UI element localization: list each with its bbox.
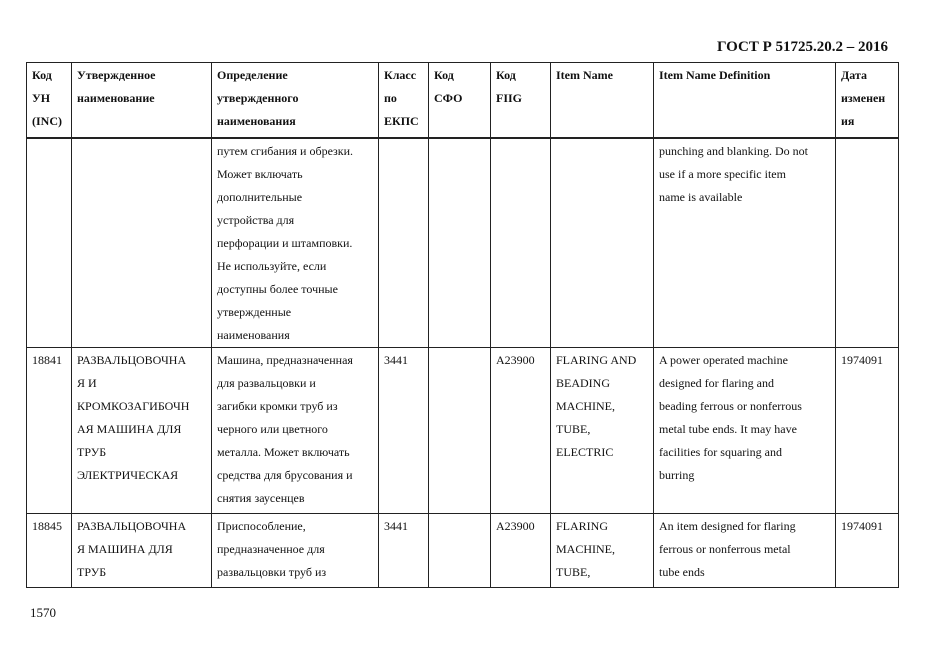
cell-line: Я И (77, 376, 97, 390)
cell-line: Утвержденное (77, 68, 156, 82)
cell-definition (212, 348, 379, 514)
cell-inc (27, 138, 72, 348)
cell-approved-name (72, 514, 212, 588)
cell-line: ЭЛЕКТРИЧЕСКАЯ (77, 468, 179, 482)
cell-sfo (429, 514, 491, 588)
cell-line: beading ferrous or nonferrous (659, 399, 802, 413)
cell-line: TUBE, (556, 422, 591, 436)
cell-definition (212, 138, 379, 348)
cell-line: Определение (217, 68, 288, 82)
header-fiig (491, 63, 551, 138)
cell-date (836, 138, 899, 348)
cell-item-definition (654, 348, 836, 514)
table-row (27, 514, 899, 588)
document-title: ГОСТ Р 51725.20.2 – 2016 (716, 39, 888, 55)
cell-line: путем сгибания и обрезки. (217, 143, 354, 158)
cell-fiig (491, 514, 551, 588)
cell-line: устройства для (217, 212, 295, 227)
cell-line: 18845 (32, 519, 62, 533)
cell-line: перфорации и штамповки. (217, 235, 353, 250)
cell-line: предназначенное для (217, 542, 325, 556)
cell-line: ия (841, 114, 855, 128)
cell-line: name is available (659, 189, 743, 204)
cell-line: ferrous or nonferrous metal (659, 542, 791, 556)
cell-line: A power operated machine (659, 353, 788, 367)
cell-sfo (429, 348, 491, 514)
cell-line: утвержденного (217, 91, 299, 105)
cell-line: punching and blanking. Do not (659, 143, 808, 158)
cell-line: burring (659, 468, 695, 482)
cell-line: для развальцовки и (217, 376, 316, 390)
cell-definition (212, 514, 379, 588)
cell-line: загибки кромки труб из (217, 399, 338, 413)
cell-item-name (551, 348, 654, 514)
cell-line: Код (496, 68, 516, 82)
cell-line: УН (32, 91, 51, 105)
cell-approved-name (72, 138, 212, 348)
cell-line: (INC) (32, 114, 62, 128)
cell-line: FIIG (496, 91, 523, 105)
cell-line: средства для брусования и (217, 468, 353, 482)
table-row (27, 348, 899, 514)
cell-line: BEADING (556, 376, 610, 390)
cell-date (836, 514, 899, 588)
cell-line: СФО (434, 91, 463, 105)
header-item-name (551, 63, 654, 138)
header-sfo (429, 63, 491, 138)
cell-line: Item Name Definition (659, 68, 771, 82)
cell-line: развальцовки труб из (217, 565, 327, 579)
cell-line: Приспособление, (217, 519, 306, 533)
cell-line: TUBE, (556, 565, 591, 579)
cell-line: РАЗВАЛЬЦОВОЧНА (77, 353, 187, 367)
header-definition (212, 63, 379, 138)
cell-line: 1974091 (841, 353, 883, 367)
cell-line: Не используйте, если (217, 258, 327, 273)
cell-line: дополнительные (217, 189, 303, 204)
cell-line: facilities for squaring and (659, 445, 782, 459)
cell-line: КРОМКОЗАГИБОЧН (77, 399, 190, 413)
cell-line: designed for flaring and (659, 376, 774, 390)
header-date (836, 63, 899, 138)
cell-line: Машина, предназначенная (217, 353, 353, 367)
cell-fiig (491, 138, 551, 348)
cell-line: FLARING (556, 519, 609, 533)
cell-line: доступны более точные (217, 281, 338, 296)
cell-line: ТРУБ (77, 565, 107, 579)
header-inc (27, 63, 72, 138)
cell-class (379, 348, 429, 514)
cell-line: ЕКПС (384, 114, 419, 128)
cell-line: РАЗВАЛЬЦОВОЧНА (77, 519, 187, 533)
cell-line: 3441 (384, 353, 408, 367)
table-row (27, 138, 899, 348)
cell-line: metal tube ends. It may have (659, 422, 797, 436)
cell-item-definition (654, 138, 836, 348)
cell-line: черного или цветного (217, 422, 328, 436)
cell-line: АЯ МАШИНА ДЛЯ (77, 422, 182, 436)
cell-line: Может включать (217, 166, 303, 181)
cell-item-name (551, 514, 654, 588)
cell-line: 3441 (384, 519, 408, 533)
cell-line: 1974091 (841, 519, 883, 533)
cell-line: изменен (841, 91, 886, 105)
cell-line: наименование (77, 91, 155, 105)
cell-line: по (384, 91, 397, 105)
cell-line: наименования (217, 114, 296, 128)
cell-line: use if a more specific item (659, 166, 786, 181)
cell-inc (27, 514, 72, 588)
cell-line: Я МАШИНА ДЛЯ (77, 542, 173, 556)
cell-line: Класс (384, 68, 417, 82)
cell-line: An item designed for flaring (659, 519, 796, 533)
cell-line: A23900 (496, 519, 535, 533)
cell-item-name (551, 138, 654, 348)
catalog-table (26, 62, 899, 588)
cell-class (379, 514, 429, 588)
page-number: 1570 (30, 605, 56, 620)
cell-approved-name (72, 348, 212, 514)
cell-item-definition (654, 514, 836, 588)
table-header-row (27, 63, 899, 138)
cell-line: металла. Может включать (217, 445, 350, 459)
cell-line: ELECTRIC (556, 445, 614, 459)
cell-line: FLARING AND (556, 353, 637, 367)
cell-line: ТРУБ (77, 445, 107, 459)
header-class (379, 63, 429, 138)
cell-line: MACHINE, (556, 542, 615, 556)
cell-line: снятия заусенцев (217, 491, 305, 505)
cell-line: Дата (841, 68, 867, 82)
cell-line: Item Name (556, 68, 613, 82)
cell-fiig (491, 348, 551, 514)
cell-class (379, 138, 429, 348)
cell-line: наименования (217, 327, 290, 342)
header-item-definition (654, 63, 836, 138)
cell-line: 18841 (32, 353, 62, 367)
cell-date (836, 348, 899, 514)
header-approved-name (72, 63, 212, 138)
cell-line: A23900 (496, 353, 535, 367)
cell-line: Код (32, 68, 52, 82)
cell-sfo (429, 138, 491, 348)
cell-inc (27, 348, 72, 514)
cell-line: tube ends (659, 565, 705, 579)
cell-line: MACHINE, (556, 399, 615, 413)
cell-line: утвержденные (217, 304, 292, 319)
cell-line: Код (434, 68, 454, 82)
